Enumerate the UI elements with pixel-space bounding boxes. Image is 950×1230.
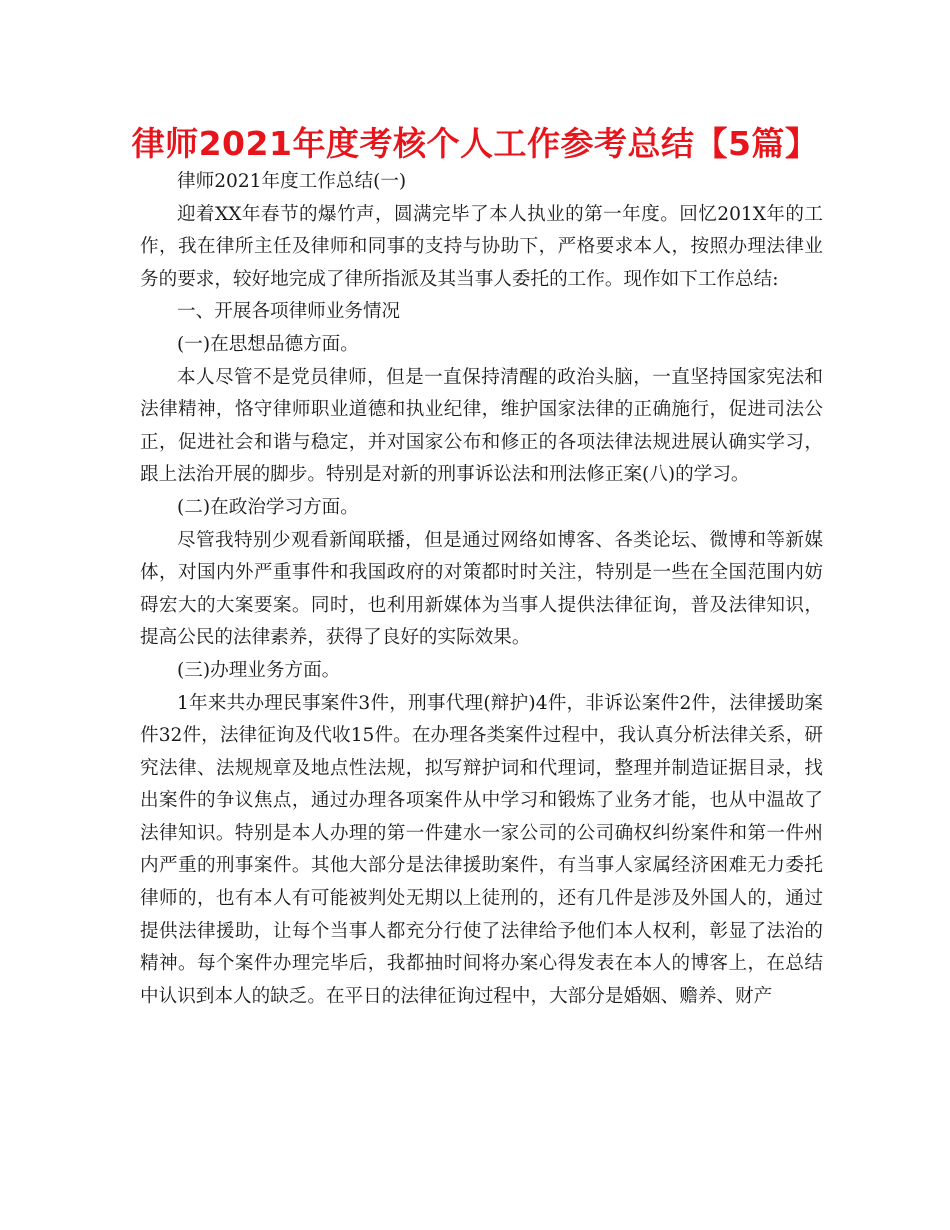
body-paragraph: 1年来共办理民事案件3件，刑事代理(辩护)4件，非诉讼案件2件，法律援助案件32件，法律征询及代收15件。在办理各类案件过程中，我认真分析法律关系，研究法律、法规规章及地点性法规，拟写辩护词和代理词，整理并制造证据目录，找出案件的争议焦点，通过办理各项案件从中学习和锻炼了业务才能，也从中温故了法律知识。特别是本人办理的第一件建水一家公司的公司确权纠纷案件和第一件州内严重的刑事案件。其他大部分是法律援助案件，有当事人家属经济困难无力委托律师的，也有本人有可能被判处无期以上徒刑的，还有几件是涉及外国人的，通过提供法律援助，让每个当事人都充分行使了法律给予他们本人权利，彰显了法治的精神。每个案件办理完毕后，我都抽时间将办案心得发表在本人的博客上，在总结中认识到本人的缺乏。在平日的法律征询过程中，大部分是婚姻、赡养、财产 — [140, 692, 823, 1007]
document-body — [140, 166, 823, 1013]
subsection-heading: (一)在思想品德方面。 — [177, 333, 359, 355]
body-paragraph: 迎着XX年春节的爆竹声，圆满完毕了本人执业的第一年度。回忆201X年的工作，我在律所主任及律师和同事的支持与协助下，严格要求本人，按照办理法律业务的要求，较好地完成了律所指派及其当事人委托的工作。现作如下工作总结: — [140, 203, 823, 290]
subsection-heading: (三)办理业务方面。 — [177, 659, 341, 681]
section-heading: 律师2021年度工作总结(一) — [177, 171, 407, 192]
document-title: 律师2021年度考核个人工作参考总结【5篇】 — [131, 124, 819, 163]
section-heading: 一、开展各项律师业务情况 — [177, 301, 401, 323]
subsection-heading: (二)在政治学习方面。 — [177, 496, 359, 518]
body-paragraph: 尽管我特别少观看新闻联播，但是通过网络如博客、各类论坛、微博和等新媒体，对国内外严重事件和我国政府的对策都时时关注，特别是一些在全国范围内妨碍宏大的大案要案。同时，也利用新媒体为当事人提供法律征询，普及法律知识，提高公民的法律素养，获得了良好的实际效果。 — [140, 529, 823, 649]
body-paragraph: 本人尽管不是党员律师，但是一直保持清醒的政治头脑，一直坚持国家宪法和法律精神，恪守律师职业道德和执业纪律，维护国家法律的正确施行，促进司法公正，促进社会和谐与稳定，并对国家公布和修正的各项法律法规进展认确实学习，跟上法治开展的脚步。特别是对新的刑事诉讼法和刑法修正案(八)的学习。 — [140, 366, 823, 486]
